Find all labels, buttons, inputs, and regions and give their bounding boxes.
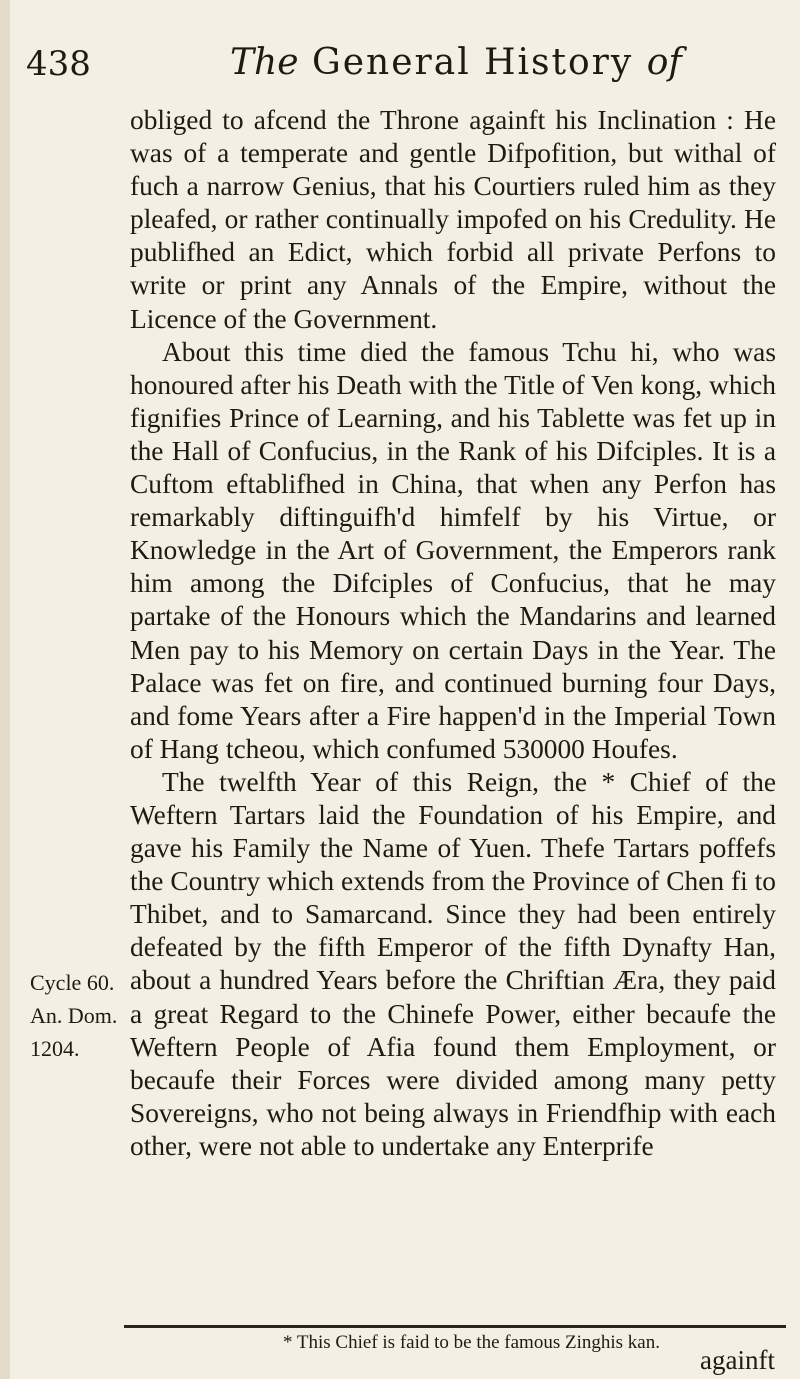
- running-title-prefix: The: [230, 42, 299, 83]
- marginal-year: 1204.: [30, 1036, 80, 1061]
- marginal-anno-domini: An. Dom.: [30, 1003, 118, 1028]
- page-header: [26, 38, 786, 98]
- paragraph-2: About this time died the famous Tchu hi, who was honoured after his Death with the Title of Ven kong, which fignifies Prince of Learning, and his Tablette was fet up in the Hall of Confucius, in the Rank of his Difciples. It is a Cuftom eftablifhed in China, that when any Perfon has remarkably diftinguifh'd himfelf by his Virtue, or Knowledge in the Art of Government, the Emperors rank him among the Difciples of Confucius, that he may partake of the Honours which the Mandarins and learned Men pay to his Memory on certain Days in the Year. The Palace was fet on fire, and continued burning four Days, and fome Years after a Fire happen'd in the Imperial Town of Hang tcheou, which confumed 530000 Houfes.: [130, 336, 776, 764]
- paragraph-1: obliged to afcend the Throne againft his Inclination : He was of a temperate and gentle Difpofition, but withal of fuch a narrow Genius, that his Courtiers ruled him as they pleafed, or rather continually impofed on his Credulity. He publifhed an Edict, which forbid all private Perfons to write or print any Annals of the Empire, without the Licence of the Government.: [130, 105, 776, 334]
- marginal-note: [30, 966, 117, 1065]
- running-title: [230, 42, 682, 83]
- footnote-rule: [124, 1325, 786, 1328]
- marginal-cycle: Cycle 60.: [30, 970, 115, 995]
- paragraph-3: The twelfth Year of this Reign, the * Chief of the Weftern Tartars laid the Foundation of his Empire, and gave his Family the Name of Yuen. Thefe Tartars poffefs the Country which extends from the Province of Chen fi to Thibet, and to Samarcand. Since they had been entirely defeated by the fifth Emperor of the fifth Dynafty Han, about a hundred Years before the Chriftian Æra, they paid a great Regard to the Chinefe Power, either becaufe the Weftern People of Afia found them Employment, or becaufe their Forces were divided among many petty Sovereigns, who not being always in Friendfhip with each other, were not able to undertake any Enterprife: [130, 766, 776, 1161]
- page-number: 438: [26, 44, 91, 84]
- footnote: * This Chief is faid to be the famous Zinghis kan.: [283, 1332, 660, 1353]
- page-edge: [0, 0, 10, 1379]
- body-text: [130, 104, 776, 1163]
- catchword: againft: [700, 1345, 775, 1375]
- running-title-main: General History: [311, 42, 634, 83]
- running-title-suffix: of: [646, 42, 682, 83]
